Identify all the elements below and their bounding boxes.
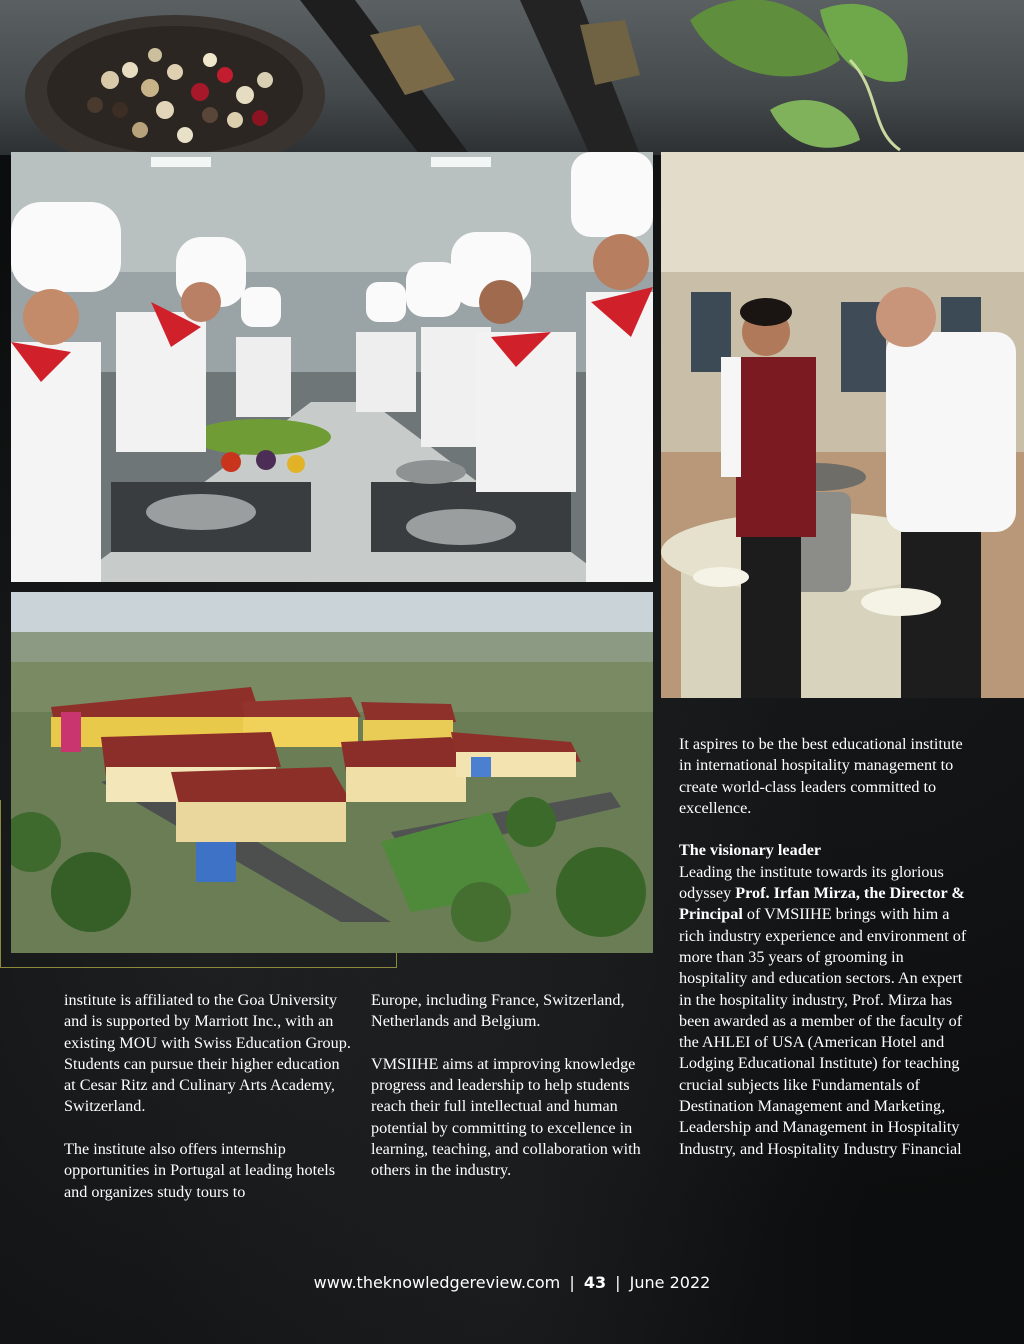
website-link[interactable]: www.theknowledgereview.com <box>313 1273 561 1292</box>
paragraph-text: Leading the institute towards its glorious odyssey <box>679 862 944 903</box>
paragraph: It aspires to be the best educational institute in international hospitality management to create world-class leaders committed to excellence. <box>679 735 963 817</box>
page-footer <box>0 1273 1024 1292</box>
decorative-frame-line <box>0 800 1 968</box>
footer-separator: | <box>615 1273 621 1292</box>
decorative-frame-line <box>0 967 397 968</box>
paragraph-text: of VMSIIHE brings with him a rich industry experience and environment of more than 35 years of grooming in hospitality and education sectors. An expert in the hospitality industry, Prof. Mirza has been awarded as a member of the faculty of the AHLEI of USA (American Hotel and Lodging Educational Institute) for teaching crucial subjects like Fundamentals of Destination Management and Marketing, Leadership and Management in Hospitality Industry, and Hospitality Industry Financial <box>679 905 967 1158</box>
top-banner-image <box>0 0 1024 155</box>
culinary-students-photo <box>11 152 653 582</box>
decorative-frame-line <box>396 953 397 968</box>
paragraph: VMSIIHE aims at improving knowledge progress and leadership to help students reach their full intellectual and human potential by committing to excellence in learning, teaching, and collaboration with others in the industry. <box>371 1054 641 1180</box>
paragraph: institute is affiliated to the Goa University and is supported by Marriott Inc., with an existing MOU with Swiss Education Group. Students can pursue their higher education at Cesar Ritz and Culinary Arts Academy, Switzerland. <box>64 991 351 1116</box>
article-column-1 <box>64 990 354 1224</box>
page-number: 43 <box>583 1273 607 1292</box>
article-column-3 <box>679 734 969 1181</box>
section-heading-wrap <box>679 840 969 861</box>
footer-separator: | <box>569 1273 575 1292</box>
director-name: Prof. Irfan Mirza, the Director & Principal <box>679 884 965 924</box>
paragraph: The institute also offers internship opportunities in Portugal at leading hotels and organizes study tours to <box>64 1140 336 1201</box>
student-service-photo <box>661 152 1024 698</box>
issue-date: June 2022 <box>629 1273 711 1292</box>
campus-aerial-photo <box>11 592 653 953</box>
paragraph: Europe, including France, Switzerland, Netherlands and Belgium. <box>371 991 625 1031</box>
paragraph <box>679 862 969 1160</box>
section-heading: The visionary leader <box>679 841 822 860</box>
article-column-2 <box>371 990 661 1203</box>
